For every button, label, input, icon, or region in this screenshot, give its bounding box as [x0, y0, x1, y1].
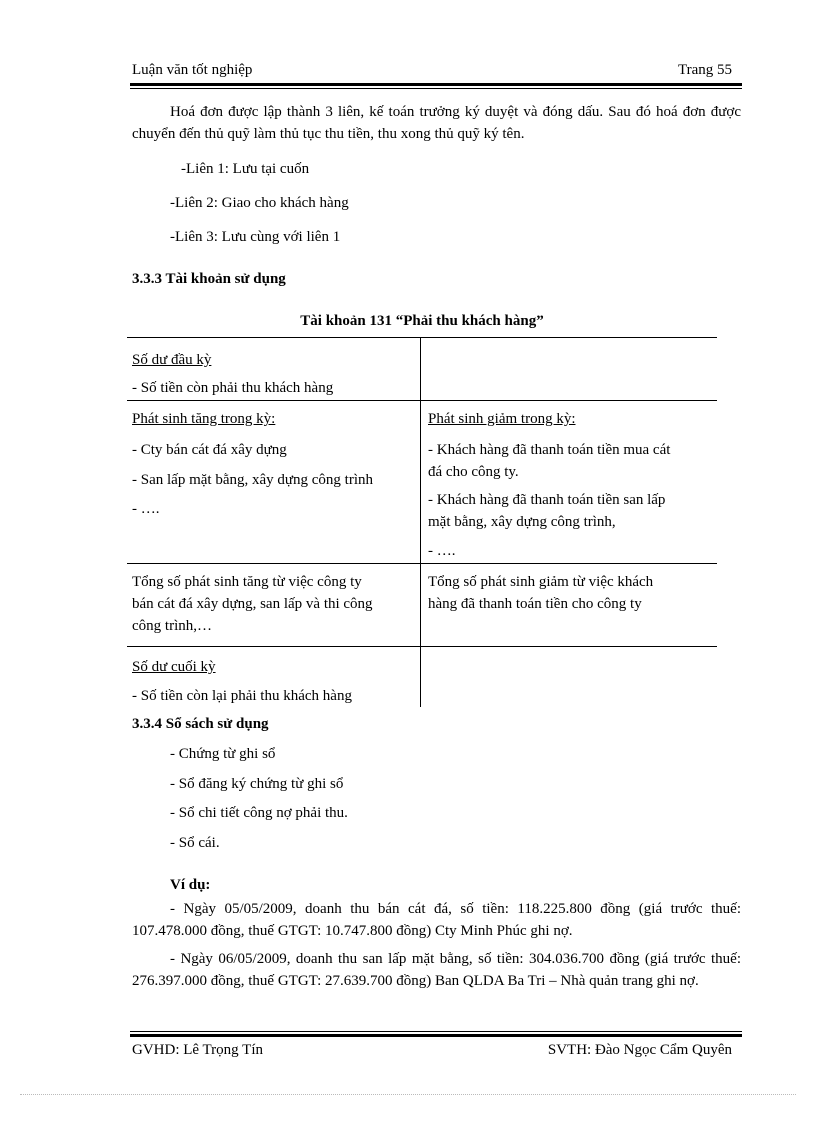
- total-decrease: hàng đã thanh toán tiền cho công ty: [428, 596, 642, 612]
- decrease-item: - Khách hàng đã thanh toán tiền mua cát: [428, 442, 671, 458]
- section-heading-334: 3.3.4 Sổ sách sử dụng: [132, 716, 269, 732]
- table-title: Tài khoản 131 “Phải thu khách hàng”: [300, 313, 544, 329]
- section-heading-333: 3.3.3 Tài khoản sử dụng: [132, 271, 286, 287]
- decrease-label: Phát sinh giảm trong kỳ:: [428, 411, 576, 427]
- footer-rule-thin: [130, 1031, 742, 1032]
- book-item: - Sổ đăng ký chứng từ ghi sổ: [170, 776, 344, 792]
- book-item: - Sổ cái.: [170, 835, 220, 851]
- page-number: Trang 55: [677, 62, 732, 78]
- copy-item: -Liên 2: Giao cho khách hàng: [170, 195, 349, 211]
- opening-balance-item: - Số tiền còn phải thu khách hàng: [132, 380, 334, 396]
- closing-balance-label: Số dư cuối kỳ: [132, 659, 216, 675]
- page-edge-dotted-line: [20, 1094, 796, 1095]
- increase-item: - ….: [132, 501, 160, 517]
- total-increase: bán cát đá xây dựng, san lấp và thi công: [132, 596, 373, 612]
- total-decrease: Tổng số phát sinh giảm từ việc khách: [428, 574, 654, 590]
- table-divider: [420, 337, 421, 707]
- increase-item: - San lấp mặt bằng, xây dựng công trình: [132, 472, 373, 488]
- footer-advisor: GVHD: Lê Trọng Tín: [132, 1042, 263, 1058]
- table-rule: [127, 400, 717, 401]
- increase-label: Phát sinh tăng trong kỳ:: [132, 411, 276, 427]
- total-increase: công trình,…: [132, 618, 212, 634]
- example-paragraph-1: - Ngày 05/05/2009, doanh thu bán cát đá, số tiền: 118.225.800 đồng (giá trước thuế: 107.478.000 đồng, thuế GTGT: 10.747.800 đồng) Cty Minh Phúc ghi nợ.: [132, 901, 741, 939]
- decrease-item: - Khách hàng đã thanh toán tiền san lấp: [428, 492, 666, 508]
- book-item: - Chứng từ ghi sổ: [170, 746, 276, 762]
- opening-balance-label: Số dư đầu kỳ: [132, 352, 212, 368]
- example-label: Ví dụ:: [170, 877, 211, 893]
- increase-item: - Cty bán cát đá xây dựng: [132, 442, 287, 458]
- copy-item: -Liên 1: Lưu tại cuốn: [181, 161, 310, 177]
- table-rule: [127, 646, 717, 647]
- book-item: - Sổ chi tiết công nợ phải thu.: [170, 805, 348, 821]
- decrease-item: - ….: [428, 543, 456, 559]
- footer-student: SVTH: Đào Ngọc Cẩm Quyên: [547, 1042, 732, 1058]
- copy-item: -Liên 3: Lưu cùng với liên 1: [170, 229, 341, 245]
- example-paragraph-2: - Ngày 06/05/2009, doanh thu san lấp mặt bằng, số tiền: 304.036.700 đồng (giá trước thuế: 276.397.000 đồng, thuế GTGT: 27.639.700 đồng) Ban QLDA Ba Tri – Nhà quản trang ghi nợ.: [132, 951, 741, 989]
- total-increase: Tổng số phát sinh tăng từ việc công ty: [132, 574, 362, 590]
- header-rule-thin: [130, 88, 742, 89]
- closing-balance-item: - Số tiền còn lại phải thu khách hàng: [132, 688, 352, 704]
- table-rule: [127, 563, 717, 564]
- header-rule-thick: [130, 83, 742, 86]
- footer-rule-thick: [130, 1034, 742, 1037]
- decrease-item: mặt bằng, xây dựng công trình,: [428, 514, 616, 530]
- header-left-text: Luận văn tốt nghiệp: [132, 62, 253, 78]
- decrease-item: đá cho công ty.: [428, 464, 519, 480]
- intro-paragraph: Hoá đơn được lập thành 3 liên, kế toán trưởng ký duyệt và đóng dấu. Sau đó hoá đơn được chuyển đến thủ quỹ làm thủ tục thu tiền, thu xong thủ quỹ ký tên.: [132, 104, 741, 142]
- table-rule: [127, 337, 717, 338]
